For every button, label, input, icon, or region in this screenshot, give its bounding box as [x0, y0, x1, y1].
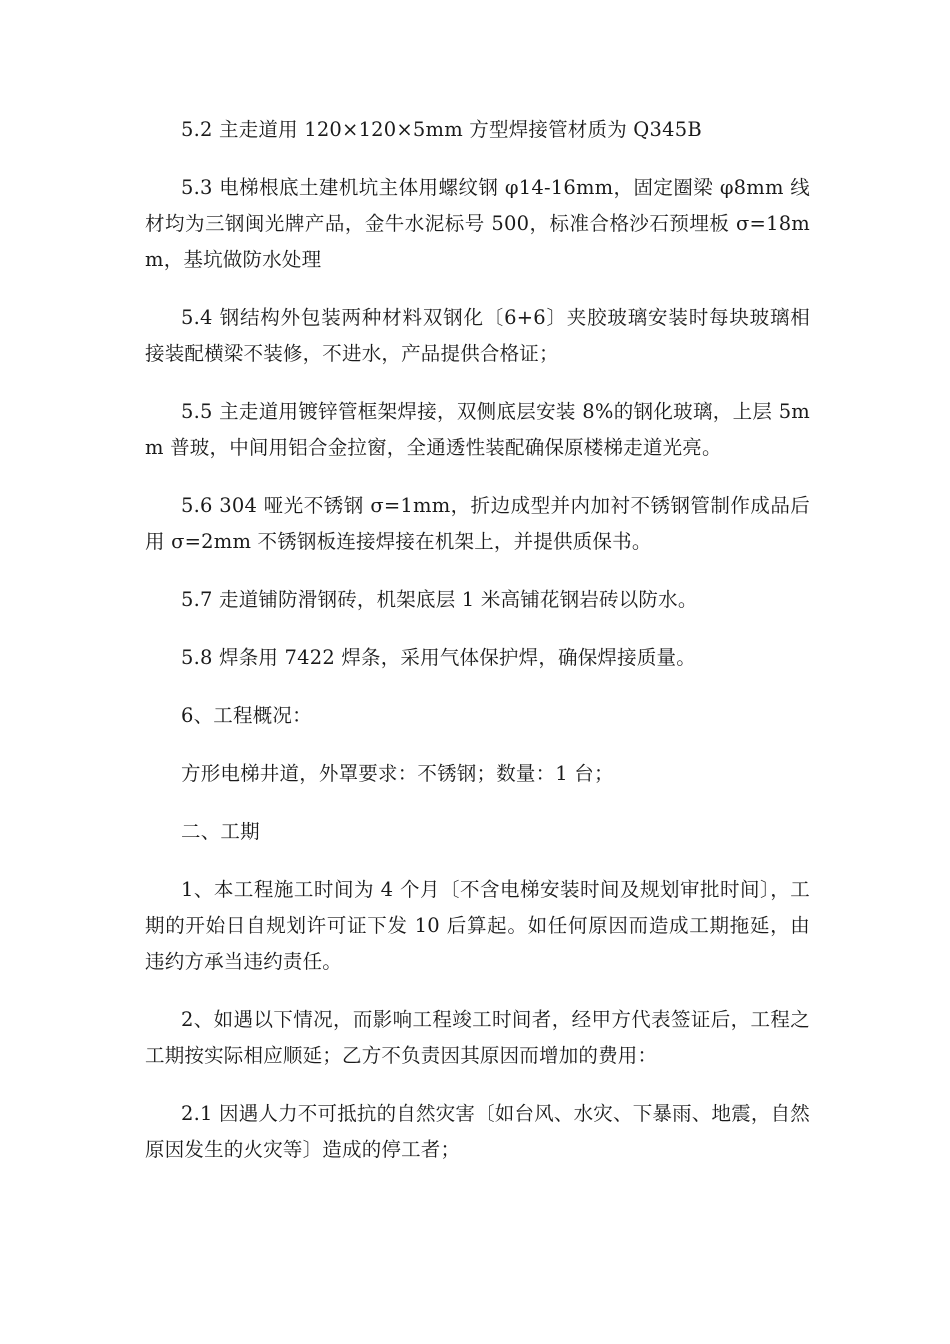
- paragraph-5-6: 5.6 304 哑光不锈钢 σ=1mm，折边成型并内加衬不锈钢管制作成品后用 σ=2mm 不锈钢板连接焊接在机架上，并提供质保书。: [145, 494, 810, 553]
- paragraph-5-8: 5.8 焊条用 7422 焊条，采用气体保护焊，确保焊接质量。: [181, 646, 696, 669]
- paragraph-5-3: 5.3 电梯根底土建机坑主体用螺纹钢 φ14-16mm，固定圈梁 φ8mm 线材均为三钢闽光牌产品，金牛水泥标号 500，标准合格沙石预埋板 σ=18mm，基坑做防水处理: [145, 176, 810, 271]
- schedule-clause-2: 2、如遇以下情况，而影响工程竣工时间者，经甲方代表签证后，工程之工期按实际相应顺延；乙方不负责因其原因而增加的费用：: [145, 1008, 810, 1067]
- paragraph-5-4: 5.4 钢结构外包装两种材料双钢化〔6+6〕夹胶玻璃安装时每块玻璃相接装配横梁不装修，不进水，产品提供合格证；: [145, 306, 810, 365]
- paragraph-5-2: 5.2 主走道用 120×120×5mm 方型焊接管材质为 Q345B: [181, 118, 702, 141]
- paragraph-5-7: 5.7 走道铺防滑钢砖，机架底层 1 米高铺花钢岩砖以防水。: [181, 588, 698, 611]
- schedule-clause-2-1: 2.1 因遇人力不可抵抗的自然灾害〔如台风、水灾、下暴雨、地震，自然原因发生的火灾等〕造成的停工者；: [145, 1102, 811, 1161]
- section-heading-schedule: 二、工期: [181, 820, 260, 843]
- schedule-clause-1: 1、本工程施工时间为 4 个月〔不含电梯安装时间及规划审批时间〕，工期的开始日自规划许可证下发 10 后算起。如任何原因而造成工期拖延，由违约方承当违约责任。: [145, 878, 810, 973]
- paragraph-5-5: 5.5 主走道用镀锌管框架焊接，双侧底层安装 8%的钢化玻璃，上层 5mm 普玻，中间用铝合金拉窗，全通透性装配确保原楼梯走道光亮。: [145, 400, 810, 459]
- project-overview-text: 方形电梯井道，外罩要求：不锈钢；数量：1 台；: [181, 762, 614, 785]
- section-heading-6: 6、工程概况：: [181, 704, 312, 727]
